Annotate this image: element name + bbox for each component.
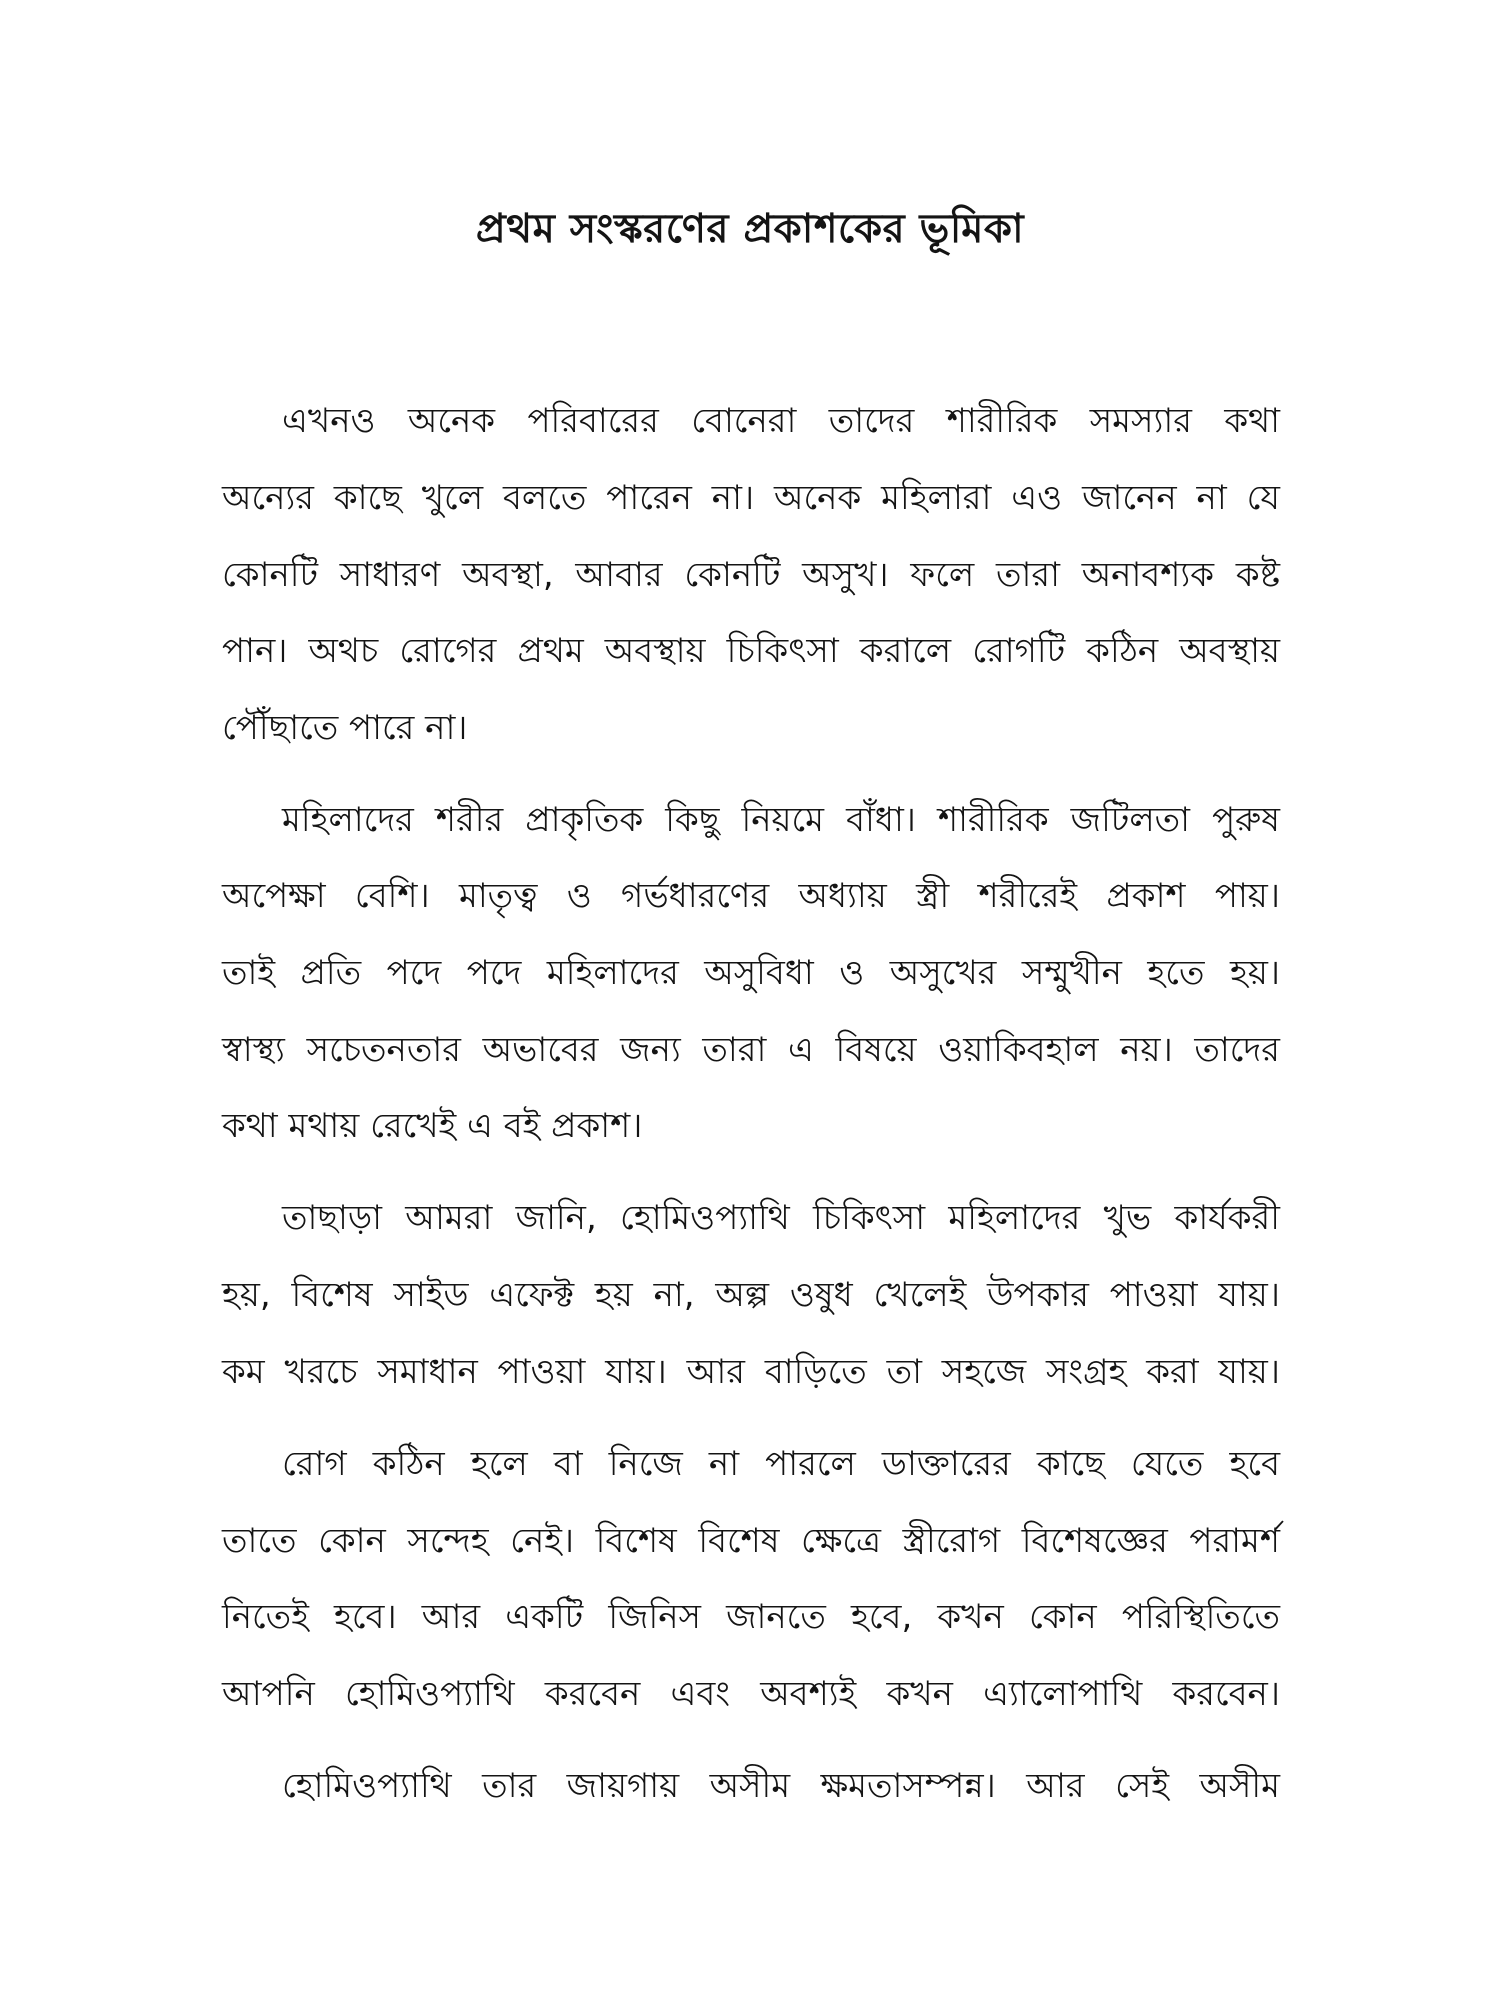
paragraph-2-line-4: স্বাস্থ্য সচেতনতার অভাবের জন্য তারা এ বিষয়ে ওয়াকিবহাল নয়। তাদের xyxy=(222,1030,1280,1070)
paragraph-3-line-1: তাছাড়া আমরা জানি, হোমিওপ্যাথি চিকিৎসা মহিলাদের খুভ কার্যকরী xyxy=(282,1198,1280,1238)
paragraph-5-line-1: হোমিওপ্যাথি তার জায়গায় অসীম ক্ষমতাসম্পন্ন। আর সেই অসীম xyxy=(282,1766,1280,1806)
paragraph-1-line-4: পান। অথচ রোগের প্রথম অবস্থায় চিকিৎসা করালে রোগটি কঠিন অবস্থায় xyxy=(222,631,1280,671)
paragraph-4-line-1: রোগ কঠিন হলে বা নিজে না পারলে ডাক্তারের কাছে যেতে হবে xyxy=(282,1444,1280,1484)
page-title: প্রথম সংস্করণের প্রকাশকের ভূমিকা xyxy=(475,206,1025,252)
paragraph-2-line-5: কথা মথায় রেখেই এ বই প্রকাশ। xyxy=(222,1106,643,1146)
paragraph-4-line-3: নিতেই হবে। আর একটি জিনিস জানতে হবে, কখন কোন পরিস্থিতিতে xyxy=(222,1597,1280,1637)
paragraph-1-line-5: পৌঁছাতে পারে না। xyxy=(222,708,468,748)
paragraph-2-line-2: অপেক্ষা বেশি। মাতৃত্ব ও গর্ভধারণের অধ্যায় স্ত্রী শরীরেই প্রকাশ পায়। xyxy=(222,876,1280,916)
paragraph-2-line-3: তাই প্রতি পদে পদে মহিলাদের অসুবিধা ও অসুখের সম্মুখীন হতে হয়। xyxy=(222,953,1280,993)
paragraph-1-line-3: কোনটি সাধারণ অবস্থা, আবার কোনটি অসুখ। ফলে তারা অনাবশ্যক কষ্ট xyxy=(222,555,1280,595)
paragraph-4-line-2: তাতে কোন সন্দেহ নেই। বিশেষ বিশেষ ক্ষেত্রে স্ত্রীরোগ বিশেষজ্ঞের পরামর্শ xyxy=(222,1521,1280,1561)
paragraph-4-line-4: আপনি হোমিওপ্যাথি করবেন এবং অবশ্যই কখন এ্যালোপাথি করবেন। xyxy=(222,1674,1280,1714)
paragraph-2-line-1: মহিলাদের শরীর প্রাকৃতিক কিছু নিয়মে বাঁধা। শারীরিক জটিলতা পুরুষ xyxy=(282,800,1280,840)
paragraph-3-line-3: কম খরচে সমাধান পাওয়া যায়। আর বাড়িতে তা সহজে সংগ্রহ করা যায়। xyxy=(222,1352,1280,1392)
paragraph-1-line-2: অন্যের কাছে খুলে বলতে পারেন না। অনেক মহিলারা এও জানেন না যে xyxy=(222,478,1280,518)
paragraph-3-line-2: হয়, বিশেষ সাইড এফেক্ট হয় না, অল্প ওষুধ খেলেই উপকার পাওয়া যায়। xyxy=(222,1275,1280,1315)
paragraph-1-line-1: এখনও অনেক পরিবারের বোনেরা তাদের শারীরিক সমস্যার কথা xyxy=(282,401,1280,441)
